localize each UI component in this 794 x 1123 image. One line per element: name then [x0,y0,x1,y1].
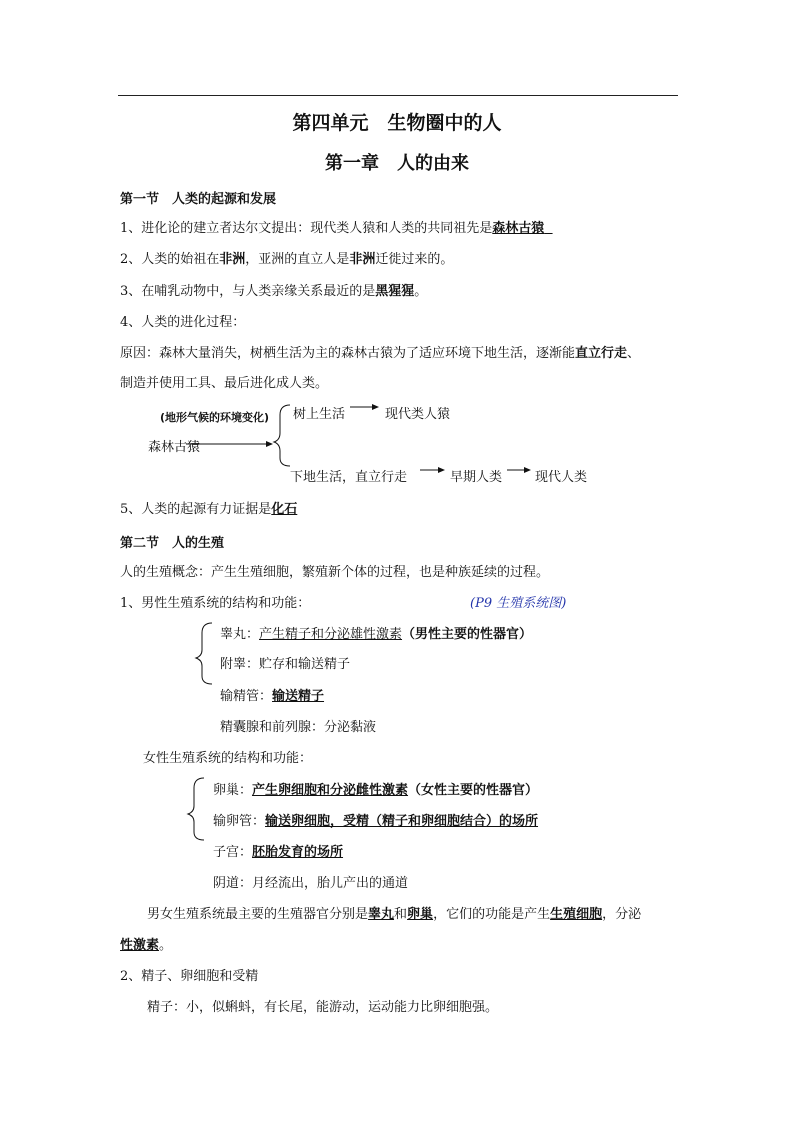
reason-a: 原因：森林大量消失，树栖生活为主的森林古猿为了适应环境下地生活，逐渐能 [120,346,576,361]
male-testis [220,626,532,644]
summary-key4: 性激素 [120,938,160,953]
testis-note: （男性主要的性器官） [402,627,533,642]
arrow-upper-head [372,404,379,410]
testis-label: 睾丸： [220,627,260,642]
sperm-description: 精子：小，似蝌蚪，有长尾，能游动，运动能力比卵细胞强。 [147,1000,499,1015]
reason-b: 、 [627,346,641,361]
diagram-upper: 树上生活 [293,407,346,422]
ovary-note: （女性主要的性器官） [408,783,539,798]
male-brace [196,623,212,684]
p2-c: 迁徙过来的。 [375,252,454,267]
summary-b: 和 [394,907,408,922]
chapter-title: 第一章 人的由来 [325,153,469,174]
section2-heading: 第二节 人的生殖 [120,536,225,551]
p2-key2: 非洲 [349,252,376,267]
uterus-function: 胚胎发育的场所 [252,845,344,860]
vas-label: 输精管： [220,689,273,704]
male-vas [220,688,324,706]
p2-a: 2、人类的始祖在 [120,252,220,267]
male-epididymis: 附睾：贮存和输送精子 [220,657,351,672]
diagram-cause: (地形气候的环境变化) [160,411,270,424]
summary-d: ，分泌 [602,907,642,922]
uterus-label: 子宫： [213,845,253,860]
diagram-origin: 森林古猿 [148,440,201,455]
female-tube [213,813,538,831]
p2-b: ，亚洲的直立人是 [245,252,350,267]
p3-key: 黑猩猩 [375,284,415,299]
reason-line-2: 制造并使用工具、最后进化成人类。 [120,376,329,391]
vas-function: 输送精子 [272,689,325,704]
paragraph-5 [120,501,297,519]
p3-b: 。 [414,284,428,299]
reason-key: 直立行走 [575,346,628,361]
diagram-lower: 下地生活，直立行走 [290,470,408,485]
male-glands: 精囊腺和前列腺：分泌黏液 [220,720,377,735]
female-uterus [213,844,343,862]
female-brace [188,778,204,840]
paragraph-4: 4、人类的进化过程： [120,315,246,330]
summary-c: ，它们的功能是产生 [433,907,551,922]
p3-a: 3、在哺乳动物中，与人类亲缘关系最近的是 [120,284,376,299]
p5-key: 化石 [271,502,298,517]
summary-key2: 卵巢 [407,907,434,922]
diagram-lower-result: 现代人类 [535,470,588,485]
arrow-origin-head [266,441,273,447]
paragraph-1-text: 1、进化论的建立者达尔文提出：现代类人猿和人类的共同祖先是 [120,221,493,236]
arrow-lower2-head [524,467,531,473]
tube-function: 输送卵细胞，受精（精子和卵细胞结合）的场所 [265,814,539,829]
summary-a: 男女生殖系统最主要的生殖器官分别是 [147,907,369,922]
male-heading: 1、男性生殖系统的结构和功能： [120,596,311,611]
figure-reference: (P9 生殖系统图) [470,596,567,611]
unit-title: 第四单元 生物圈中的人 [292,112,502,134]
diagram-upper-result: 现代类人猿 [385,407,451,422]
p2-key1: 非洲 [219,252,246,267]
female-heading: 女性生殖系统的结构和功能： [143,751,313,766]
section1-heading: 第一节 人类的起源和发展 [120,192,277,207]
summary-line-1 [147,906,641,924]
reproduction-concept: 人的生殖概念：产生生殖细胞，繁殖新个体的过程，也是种族延续的过程。 [120,565,550,580]
paragraph-2-heading: 2、精子、卵细胞和受精 [120,969,259,984]
female-vagina: 阴道：月经流出，胎儿产出的通道 [213,876,409,891]
testis-function: 产生精子和分泌雄性激素 [259,627,403,642]
ovary-function: 产生卵细胞和分泌雌性激素 [252,783,409,798]
summary-key1: 睾丸 [368,907,395,922]
p5-text: 5、人类的起源有力证据是 [120,502,272,517]
paragraph-1-key: 森林古猿 [492,221,545,236]
diagram-brace [274,405,290,466]
tube-label: 输卵管： [213,814,266,829]
female-ovary [213,782,538,800]
summary-key3: 生殖细胞 [550,907,603,922]
arrow-lower1-head [438,467,445,473]
diagram-lower-mid: 早期人类 [450,470,503,485]
summary-e: 。 [159,938,173,953]
ovary-label: 卵巢： [213,783,253,798]
summary-line-2 [120,937,172,955]
